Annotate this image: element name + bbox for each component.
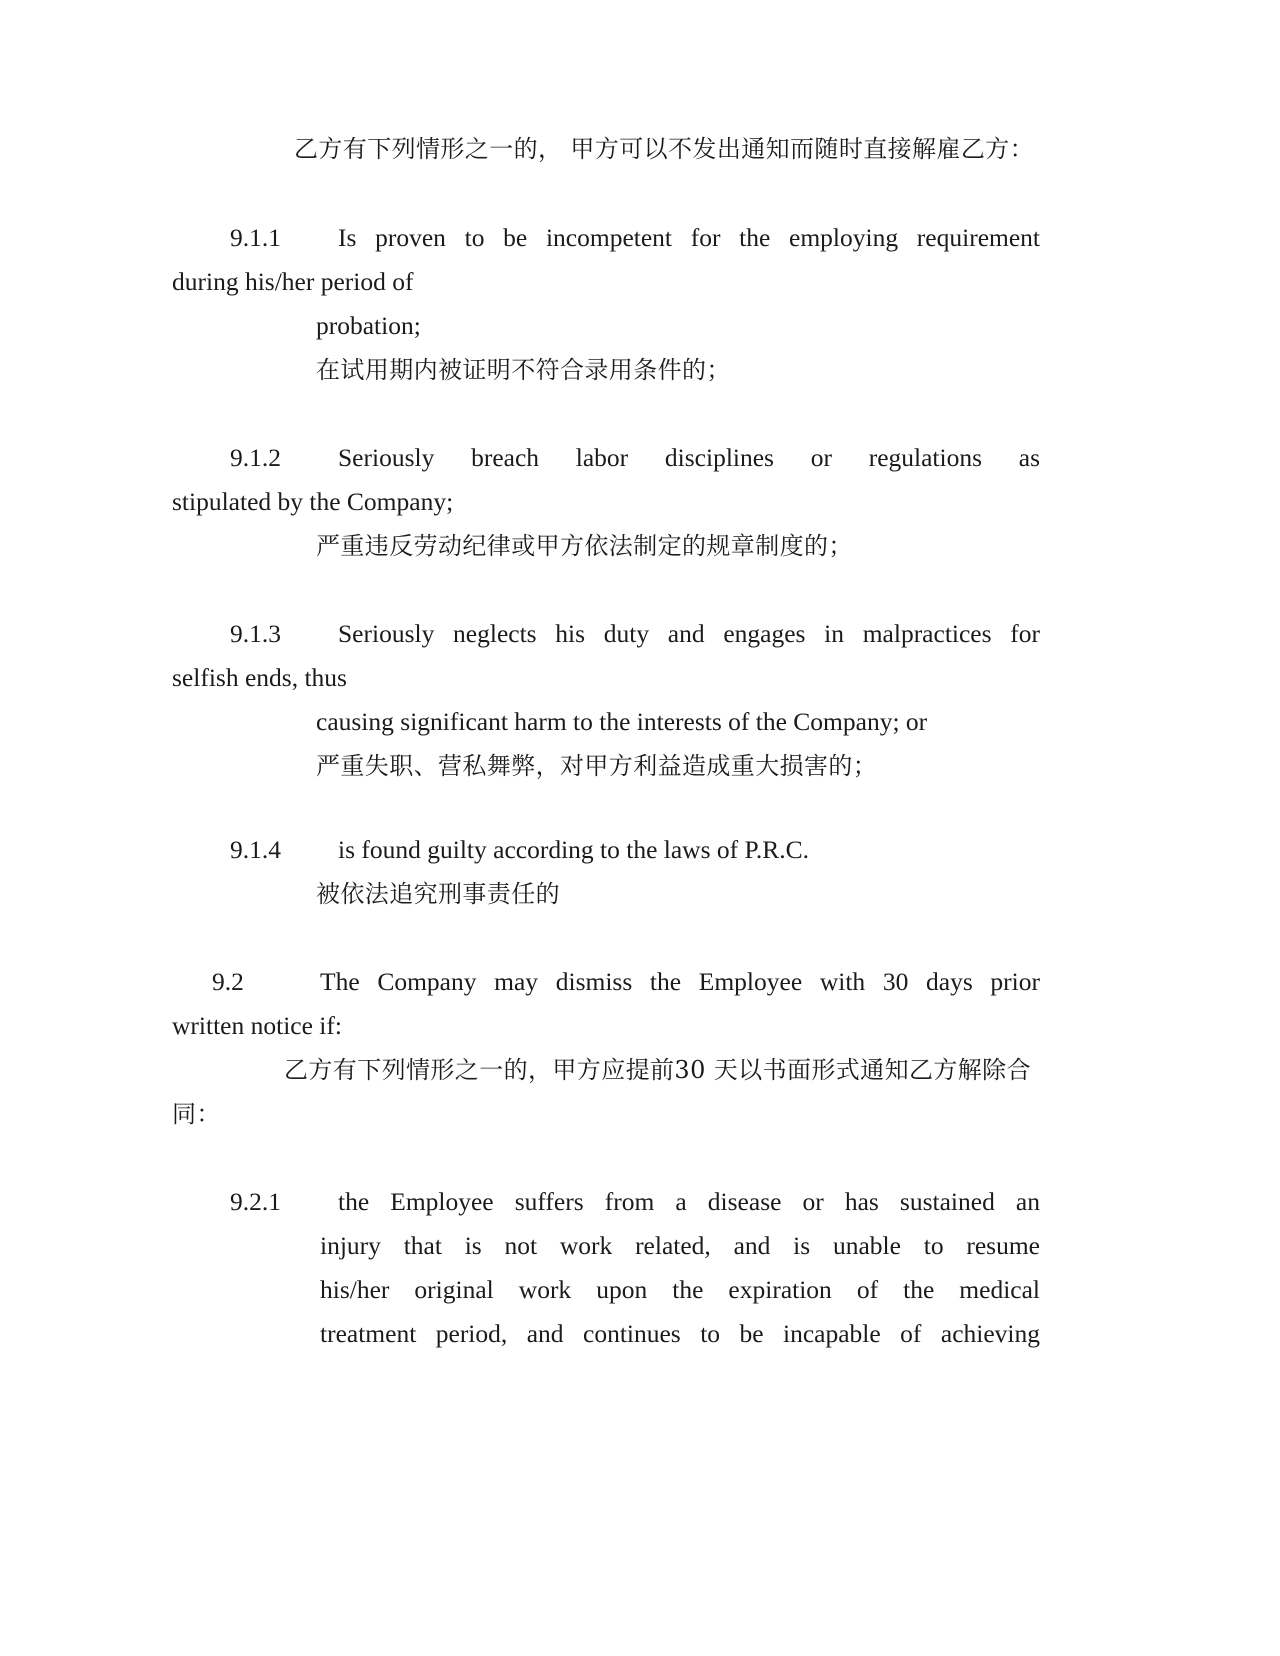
clause-9-2-1-line-1 bbox=[172, 1180, 1040, 1224]
intro-chinese-line: 乙方有下列情形之一的， 甲方可以不发出通知而随时直接解雇乙方： bbox=[294, 135, 1035, 163]
clause-9-2-chinese-line1: 乙方有下列情形之一的，甲方应提前30 天以书面形式通知乙方解除合 bbox=[284, 1056, 1031, 1084]
clause-9-2 bbox=[172, 960, 1040, 1136]
clause-9-2-text-line2: written notice if: bbox=[172, 1011, 342, 1040]
clause-9-2-1-line-4: treatment period, and continues to be incapable of achieving bbox=[320, 1319, 1040, 1348]
clause-9-1-4-text-line1: is found guilty according to the laws of P.R.C. bbox=[338, 835, 810, 864]
clause-9-1-2 bbox=[172, 436, 1040, 568]
clause-9-2-number: 9.2 bbox=[212, 967, 244, 996]
clause-9-1-3-text-line1: Seriously neglects his duty and engages in malpractices for bbox=[338, 619, 1040, 648]
clause-9-1-3-text-line2: selfish ends, thus bbox=[172, 663, 347, 692]
clause-9-1-2-number: 9.1.2 bbox=[230, 443, 281, 472]
clause-9-1-2-first-line bbox=[172, 436, 1040, 480]
spacer bbox=[172, 392, 1040, 436]
clause-9-1-3-first-line bbox=[172, 612, 1040, 656]
clause-9-1-1-text-line1: Is proven to be incompetent for the employing requirement bbox=[338, 223, 1040, 252]
clause-9-2-chinese-line2: 同： bbox=[172, 1100, 221, 1128]
clause-9-1-1 bbox=[172, 216, 1040, 392]
clause-9-1-4-number: 9.1.4 bbox=[230, 835, 281, 864]
clause-9-1-1-number: 9.1.1 bbox=[230, 223, 281, 252]
clause-9-1-3-indent-line: causing significant harm to the interests of the Company; or bbox=[316, 707, 928, 736]
clause-9-1-1-chinese: 在试用期内被证明不符合录用条件的； bbox=[316, 356, 731, 384]
spacer bbox=[172, 916, 1040, 960]
clause-9-1-2-text-line1: Seriously breach labor disciplines or regulations as bbox=[338, 443, 1040, 472]
spacer bbox=[172, 788, 1040, 828]
clause-9-2-1 bbox=[172, 1180, 1040, 1356]
clause-9-1-2-chinese: 严重违反劳动纪律或甲方依法制定的规章制度的； bbox=[316, 532, 853, 560]
clause-9-1-4-chinese: 被依法追究刑事责任的 bbox=[316, 880, 560, 908]
clause-9-1-3-number: 9.1.3 bbox=[230, 619, 281, 648]
clause-9-1-4-first-line bbox=[172, 828, 1040, 872]
clause-9-1-2-text-line2: stipulated by the Company; bbox=[172, 487, 454, 516]
clause-9-2-text-line1: The Company may dismiss the Employee with 30 days prior bbox=[320, 967, 1040, 996]
spacer bbox=[172, 568, 1040, 612]
spacer bbox=[172, 1136, 1040, 1180]
clause-9-1-3-chinese: 严重失职、营私舞弊，对甲方利益造成重大损害的； bbox=[316, 752, 878, 780]
clause-9-1-1-indent-line: probation; bbox=[316, 311, 421, 340]
clause-9-1-4 bbox=[172, 828, 1040, 916]
clause-9-2-1-line-3: his/her original work upon the expiration of the medical bbox=[320, 1275, 1040, 1304]
clause-9-1-1-first-line bbox=[172, 216, 1040, 260]
spacer bbox=[172, 172, 1040, 216]
clause-9-1-3 bbox=[172, 612, 1040, 788]
clause-9-2-1-line-2: injury that is not work related, and is unable to resume bbox=[320, 1231, 1040, 1260]
clause-9-2-1-text-line1: the Employee suffers from a disease or has sustained an bbox=[338, 1187, 1040, 1216]
document-body bbox=[172, 126, 1040, 1356]
clause-9-2-first-line bbox=[172, 960, 1040, 1004]
clause-9-1-1-text-line2: during his/her period of bbox=[172, 267, 414, 296]
clause-9-2-1-number: 9.2.1 bbox=[230, 1187, 281, 1216]
